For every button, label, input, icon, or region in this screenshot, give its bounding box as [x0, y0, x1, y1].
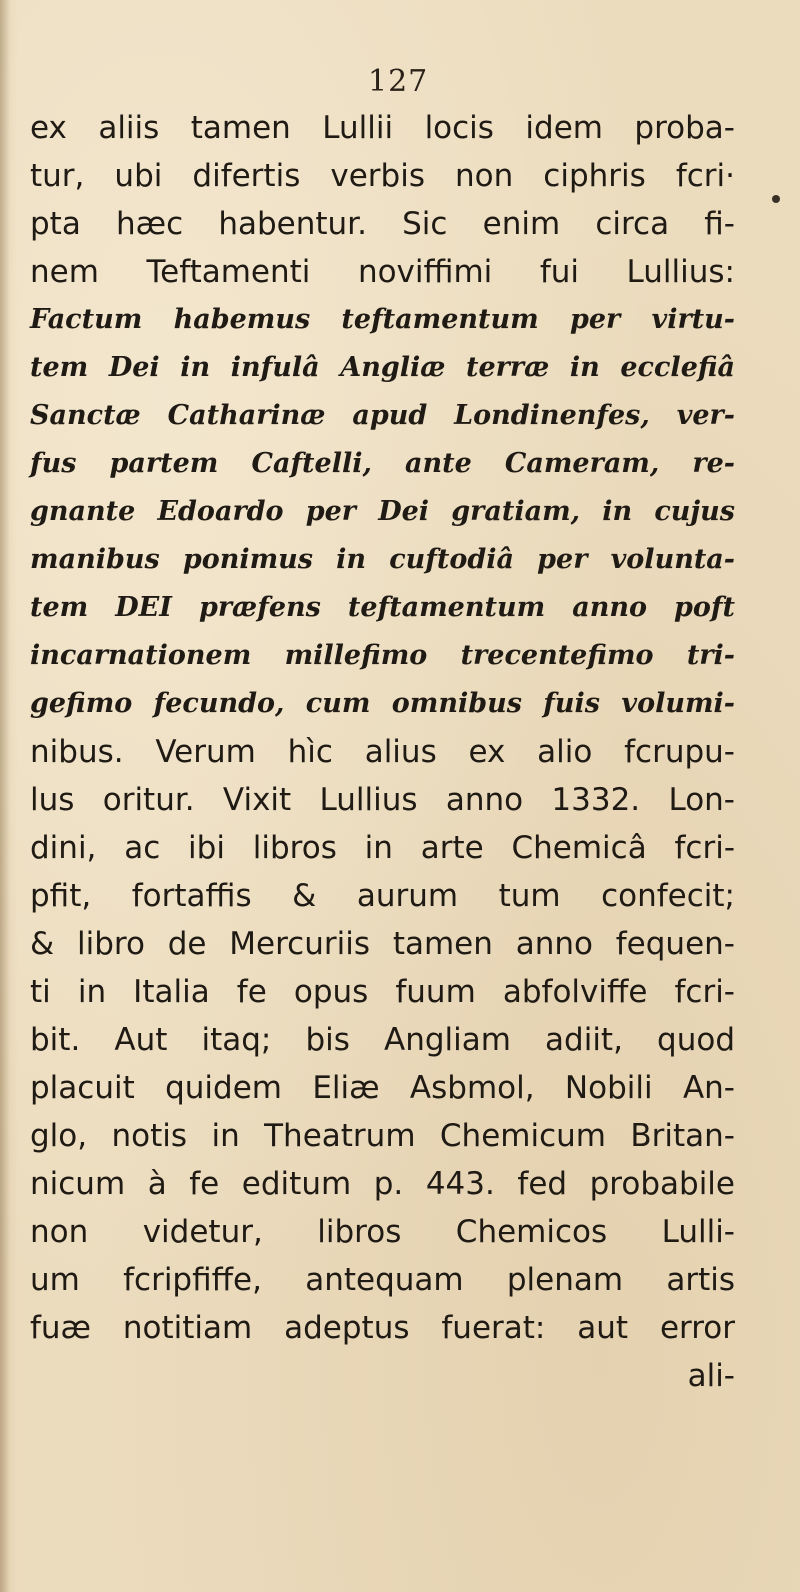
page-gutter-shadow — [0, 0, 10, 1592]
text-line: dini, ac ibi libros in arte Chemicâ fcri- — [30, 830, 735, 866]
text-line: bit. Aut itaq; bis Angliam adiit, quod — [30, 1022, 735, 1058]
text-line: pta hæc habentur. Sic enim circa fi- — [30, 206, 735, 242]
text-line-italic: Factum habemus teftamentum per virtu- — [30, 304, 735, 335]
text-line: & libro de Mercuriis tamen anno fequen- — [30, 926, 735, 962]
text-line-italic: fus partem Caftelli, ante Cameram, re- — [30, 448, 735, 479]
text-line: placuit quidem Eliæ Asbmol, Nobili An- — [30, 1070, 735, 1106]
text-line-italic: incarnationem millefimo trecentefimo tri- — [30, 640, 735, 671]
text-line-italic: manibus ponimus in cuftodiâ per volunta- — [30, 544, 735, 575]
text-line: ex aliis tamen Lullii locis idem proba- — [30, 110, 735, 146]
text-line: glo, notis in Theatrum Chemicum Britan- — [30, 1118, 735, 1154]
text-line-italic: gnante Edoardo per Dei gratiam, in cujus — [30, 496, 735, 527]
margin-ink-dot — [772, 195, 780, 203]
text-line: nem Teftamenti noviffimi fui Lullius: — [30, 254, 735, 290]
text-line: tur, ubi difertis verbis non ciphris fcri· — [30, 158, 735, 194]
text-line: nicum à fe editum p. 443. fed probabile — [30, 1166, 735, 1202]
text-line-italic: Sanctæ Catharinæ apud Londinenfes, ver- — [30, 400, 735, 431]
text-line-italic: gefimo fecundo, cum omnibus fuis volumi- — [30, 688, 735, 719]
text-line: pfit, fortaffis & aurum tum confecit; — [30, 878, 735, 914]
body-text — [30, 104, 735, 1400]
text-line: lus oritur. Vixit Lullius anno 1332. Lon- — [30, 782, 735, 818]
text-line: fuæ notitiam adeptus fuerat: aut error — [30, 1310, 735, 1346]
page-number: 127 — [368, 64, 429, 99]
text-line: ti in Italia fe opus fuum abfolviffe fcri- — [30, 974, 735, 1010]
text-line: um fcripfiffe, antequam plenam artis — [30, 1262, 735, 1298]
catchword: ali- — [687, 1358, 735, 1394]
text-line-italic: tem Dei in infulâ Angliæ terræ in ecclefiâ — [30, 352, 735, 383]
text-line: nibus. Verum hìc alius ex alio fcrupu- — [30, 734, 735, 770]
text-line: non videtur, libros Chemicos Lulli- — [30, 1214, 735, 1250]
text-line-italic: tem DEI præfens teftamentum anno poft — [30, 592, 735, 623]
